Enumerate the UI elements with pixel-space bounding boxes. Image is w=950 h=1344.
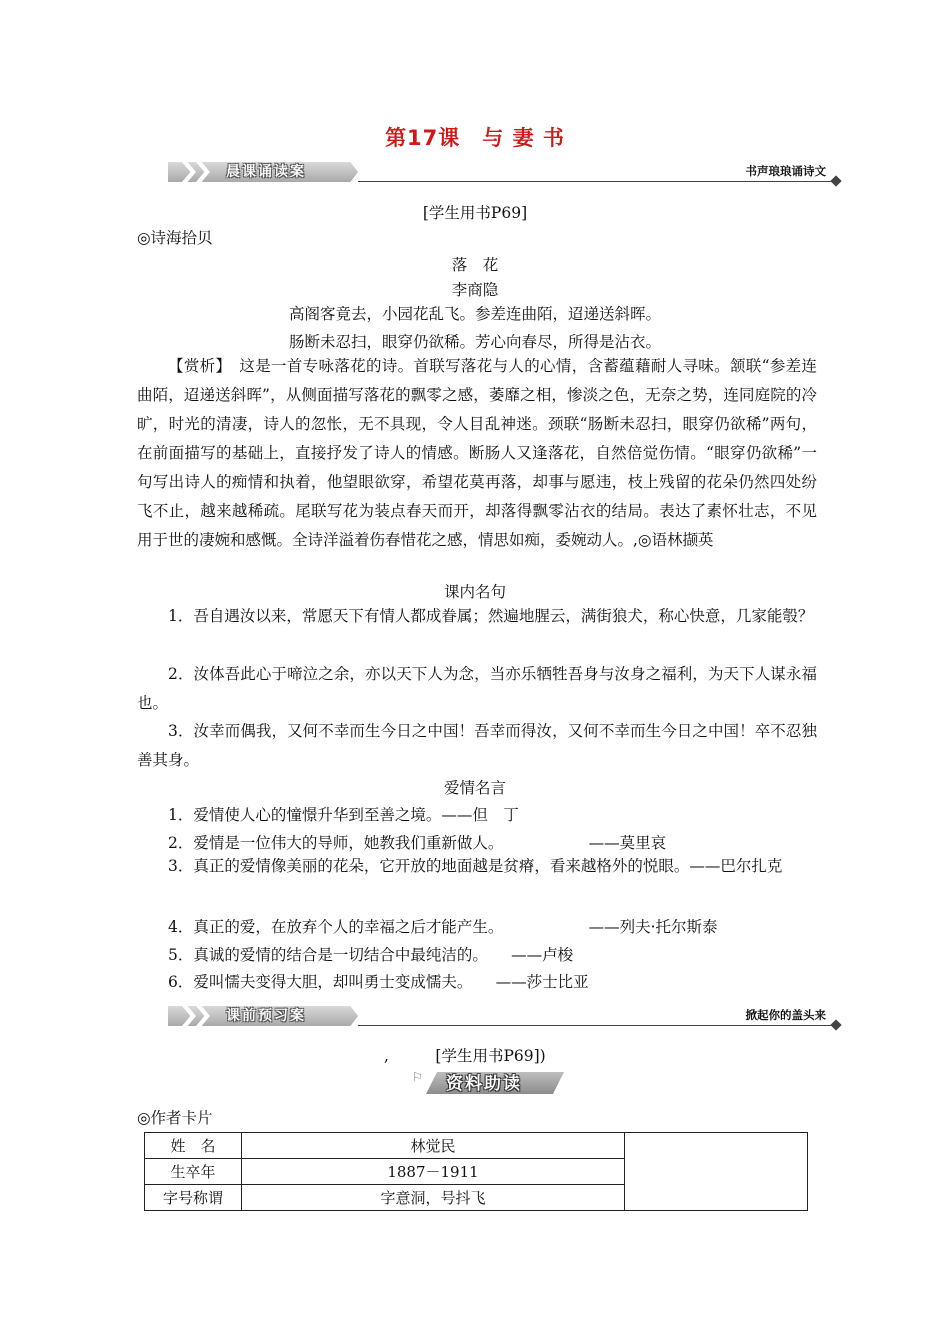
table-row xyxy=(145,1133,808,1159)
table-value: 1887－1911 xyxy=(242,1159,625,1185)
poem-line: 高阁客竟去，小园花乱飞。参差连曲陌，迢递送斜晖。 xyxy=(288,305,661,323)
table-key: 字号称谓 xyxy=(145,1185,242,1211)
diamond-icon xyxy=(830,1019,841,1030)
poem-line: 肠断未忍扫，眼穿仍欲稀。芳心向春尽，所得是沾衣。 xyxy=(288,333,661,351)
banner-label: 晨课诵读案 xyxy=(226,164,306,180)
quote-item: 3．真正的爱情像美丽的花朵，它开放的地面越是贫瘠，看来越格外的悦眼。——巴尔扎克 xyxy=(168,857,783,875)
table-value: 字意洞，号抖飞 xyxy=(242,1185,625,1211)
appreciation-paragraph: 【赏析】 这是一首专咏落花的诗。首联写落花与人的心情，含蓄蕴藉耐人寻味。颔联“参差连曲陌，迢递送斜晖”，从侧面描写落花的飘零之感，萎靡之相，惨淡之色，无奈之势，连同庭院的冷旷，时光的清凄，诗人的忽怅，无不具现，令人目乱神迷。颈联“肠断未忍扫，眼穿仍欲稀”两句，在前面描写的基础上，直接抒发了诗人的情感。断肠人又逢落花，自然倍觉伤情。“眼穿仍欲稀”一句写出诗人的痴情和执着，他望眼欲穿，希望花莫再落，却事与愿违，枝上残留的花朵仍然四处纷飞不止，越来越稀疏。尾联写花为装点春天而开，却落得飘零沾衣的结局。表达了素怀壮志，不见用于世的凄婉和感慨。全诗洋溢着伤春惜花之感，情思如痴，委婉动人。,◎语林撷英 xyxy=(137,357,817,549)
author-card-table xyxy=(144,1132,808,1211)
page-reference: , [学生用书P69]) xyxy=(384,1047,546,1065)
banner-rule xyxy=(358,181,836,182)
banner-rule xyxy=(358,1025,836,1026)
aiqing-heading: 爱情名言 xyxy=(443,779,506,797)
diamond-icon xyxy=(830,175,841,186)
quote-item: 1．爱情使人心的憧憬升华到至善之境。——但 丁 xyxy=(168,806,519,824)
quote-item: 4．真正的爱，在放弃个人的幸福之后才能产生。 ——列夫·托尔斯泰 xyxy=(168,918,718,936)
banner-tagline: 书声琅琅诵诗文 xyxy=(745,164,826,178)
banner-morning-reading xyxy=(168,158,840,184)
banner-label: 课前预习案 xyxy=(226,1008,306,1024)
lesson-title: 第17课 与 妻 书 xyxy=(385,126,565,150)
section-heading: ◎诗海拾贝 xyxy=(137,229,213,247)
quote-item: 1．吾自遇汝以来，常愿天下有情人都成眷属；然遍地腥云，满街狼犬，称心快意，几家能彀？ xyxy=(168,607,814,625)
flag-icon: ⚐ xyxy=(412,1070,423,1084)
quote-item: 2．爱情是一位伟大的导师，她教我们重新做人。 ——莫里哀 xyxy=(168,834,667,852)
poem-title: 落 花 xyxy=(451,256,499,274)
quote-item: 3．汝幸而偶我，又何不幸而生今日之中国！吾幸而得汝，又何不幸而生今日之中国！卒不忍独善其身。 xyxy=(137,722,817,769)
table-key: 姓 名 xyxy=(145,1133,242,1159)
table-value: 林觉民 xyxy=(242,1133,625,1159)
quote-item: 6．爱叫懦夫变得大胆，却叫勇士变成懦夫。 ——莎士比亚 xyxy=(168,973,589,991)
section-heading: ◎作者卡片 xyxy=(137,1109,213,1127)
quote-item: 2．汝体吾此心于啼泣之余，亦以天下人为念，当亦乐牺牲吾身与汝身之福利，为天下人谋永福也。 xyxy=(137,665,817,712)
sub-banner-label: 资料助读 xyxy=(446,1074,522,1094)
portrait-cell xyxy=(625,1133,808,1211)
sub-banner xyxy=(412,1068,564,1098)
page-reference: [学生用书P69] xyxy=(422,204,528,222)
quote-item: 5．真诚的爱情的结合是一切结合中最纯洁的。 ——卢梭 xyxy=(168,946,574,964)
table-key: 生卒年 xyxy=(145,1159,242,1185)
banner-preview xyxy=(168,1002,840,1028)
kenei-heading: 课内名句 xyxy=(443,583,506,601)
banner-tagline: 掀起你的盖头来 xyxy=(745,1008,826,1022)
poem-author: 李商隐 xyxy=(451,281,499,299)
